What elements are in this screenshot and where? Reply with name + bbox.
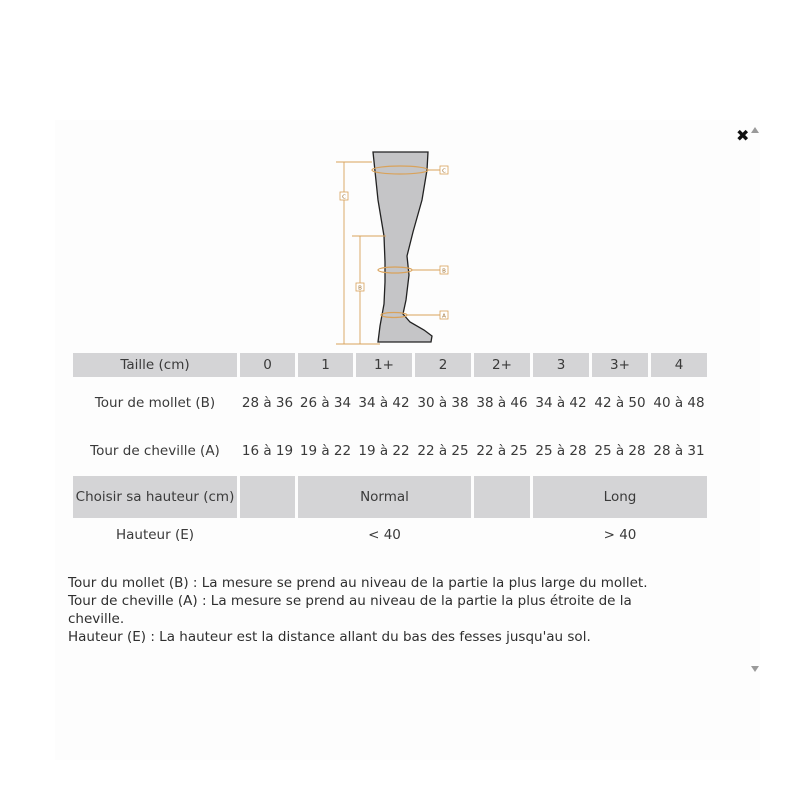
scroll-down-icon[interactable] (751, 666, 759, 672)
table-header-row (73, 353, 707, 377)
table-cell: 38 à 46 (476, 394, 528, 411)
height-option-long[interactable]: Long (533, 476, 707, 518)
note-calf: Tour du mollet (B) : La mesure se prend au niveau de la partie la plus large du mollet. (68, 575, 648, 591)
header-cell: 1 (298, 353, 353, 377)
table-cell: 19 à 22 (358, 442, 410, 459)
table-cell: 30 à 38 (417, 394, 469, 411)
row-label: Tour de cheville (A) (90, 442, 220, 459)
table-cell: 40 à 48 (653, 394, 705, 411)
table-cell: 42 à 50 (594, 394, 646, 411)
row-label: Tour de mollet (B) (94, 394, 216, 411)
row-label: Hauteur (E) (115, 527, 195, 543)
header-cell: 2 (415, 353, 471, 377)
leg-measurement-illustration (330, 148, 455, 348)
table-cell: 25 à 28 (535, 442, 587, 459)
header-cell: 3+ (592, 353, 648, 377)
header-cell: 0 (240, 353, 295, 377)
table-cell: 19 à 22 (299, 442, 352, 459)
close-icon[interactable]: ✖ (736, 126, 750, 145)
header-cell: 4 (651, 353, 707, 377)
empty-cell (474, 476, 530, 518)
note-ankle: Tour de cheville (A) : La mesure se prend au niveau de la partie la plus étroite de la cheville. (68, 593, 632, 627)
table-cell: 28 à 36 (241, 394, 294, 411)
table-cell: 34 à 42 (535, 394, 587, 411)
table-cell: 25 à 28 (594, 442, 646, 459)
tag-b: B (442, 268, 446, 275)
table-row-ankle (73, 428, 707, 473)
row-label: Choisir sa hauteur (cm) (73, 476, 237, 518)
table-cell: 16 à 19 (241, 442, 294, 459)
empty-cell (474, 521, 530, 549)
table-cell: 22 à 25 (417, 442, 469, 459)
size-table (70, 350, 710, 552)
table-row-height-choice (73, 476, 707, 518)
height-option-normal[interactable]: Normal (298, 476, 471, 518)
table-cell: 26 à 34 (299, 394, 352, 411)
tag-a: A (442, 313, 446, 320)
empty-cell (240, 521, 295, 549)
tag-c: C (442, 168, 446, 175)
table-cell: 34 à 42 (358, 394, 410, 411)
table-row-height (73, 521, 707, 549)
table-row-calf (73, 380, 707, 425)
header-cell: 1+ (356, 353, 412, 377)
table-cell: 22 à 25 (476, 442, 528, 459)
header-cell: 2+ (474, 353, 530, 377)
side-b: B (358, 285, 362, 292)
scroll-up-icon[interactable] (751, 127, 759, 133)
table-cell: 28 à 31 (653, 442, 705, 459)
table-cell: < 40 (368, 527, 401, 543)
header-cell: 3 (533, 353, 589, 377)
note-height: Hauteur (E) : La hauteur est la distance allant du bas des fesses jusqu'au sol. (68, 629, 591, 645)
empty-cell (240, 476, 295, 518)
side-c: C (342, 194, 346, 201)
header-cell: Taille (cm) (73, 353, 237, 377)
measurement-notes (68, 574, 678, 646)
table-cell: > 40 (603, 527, 637, 543)
